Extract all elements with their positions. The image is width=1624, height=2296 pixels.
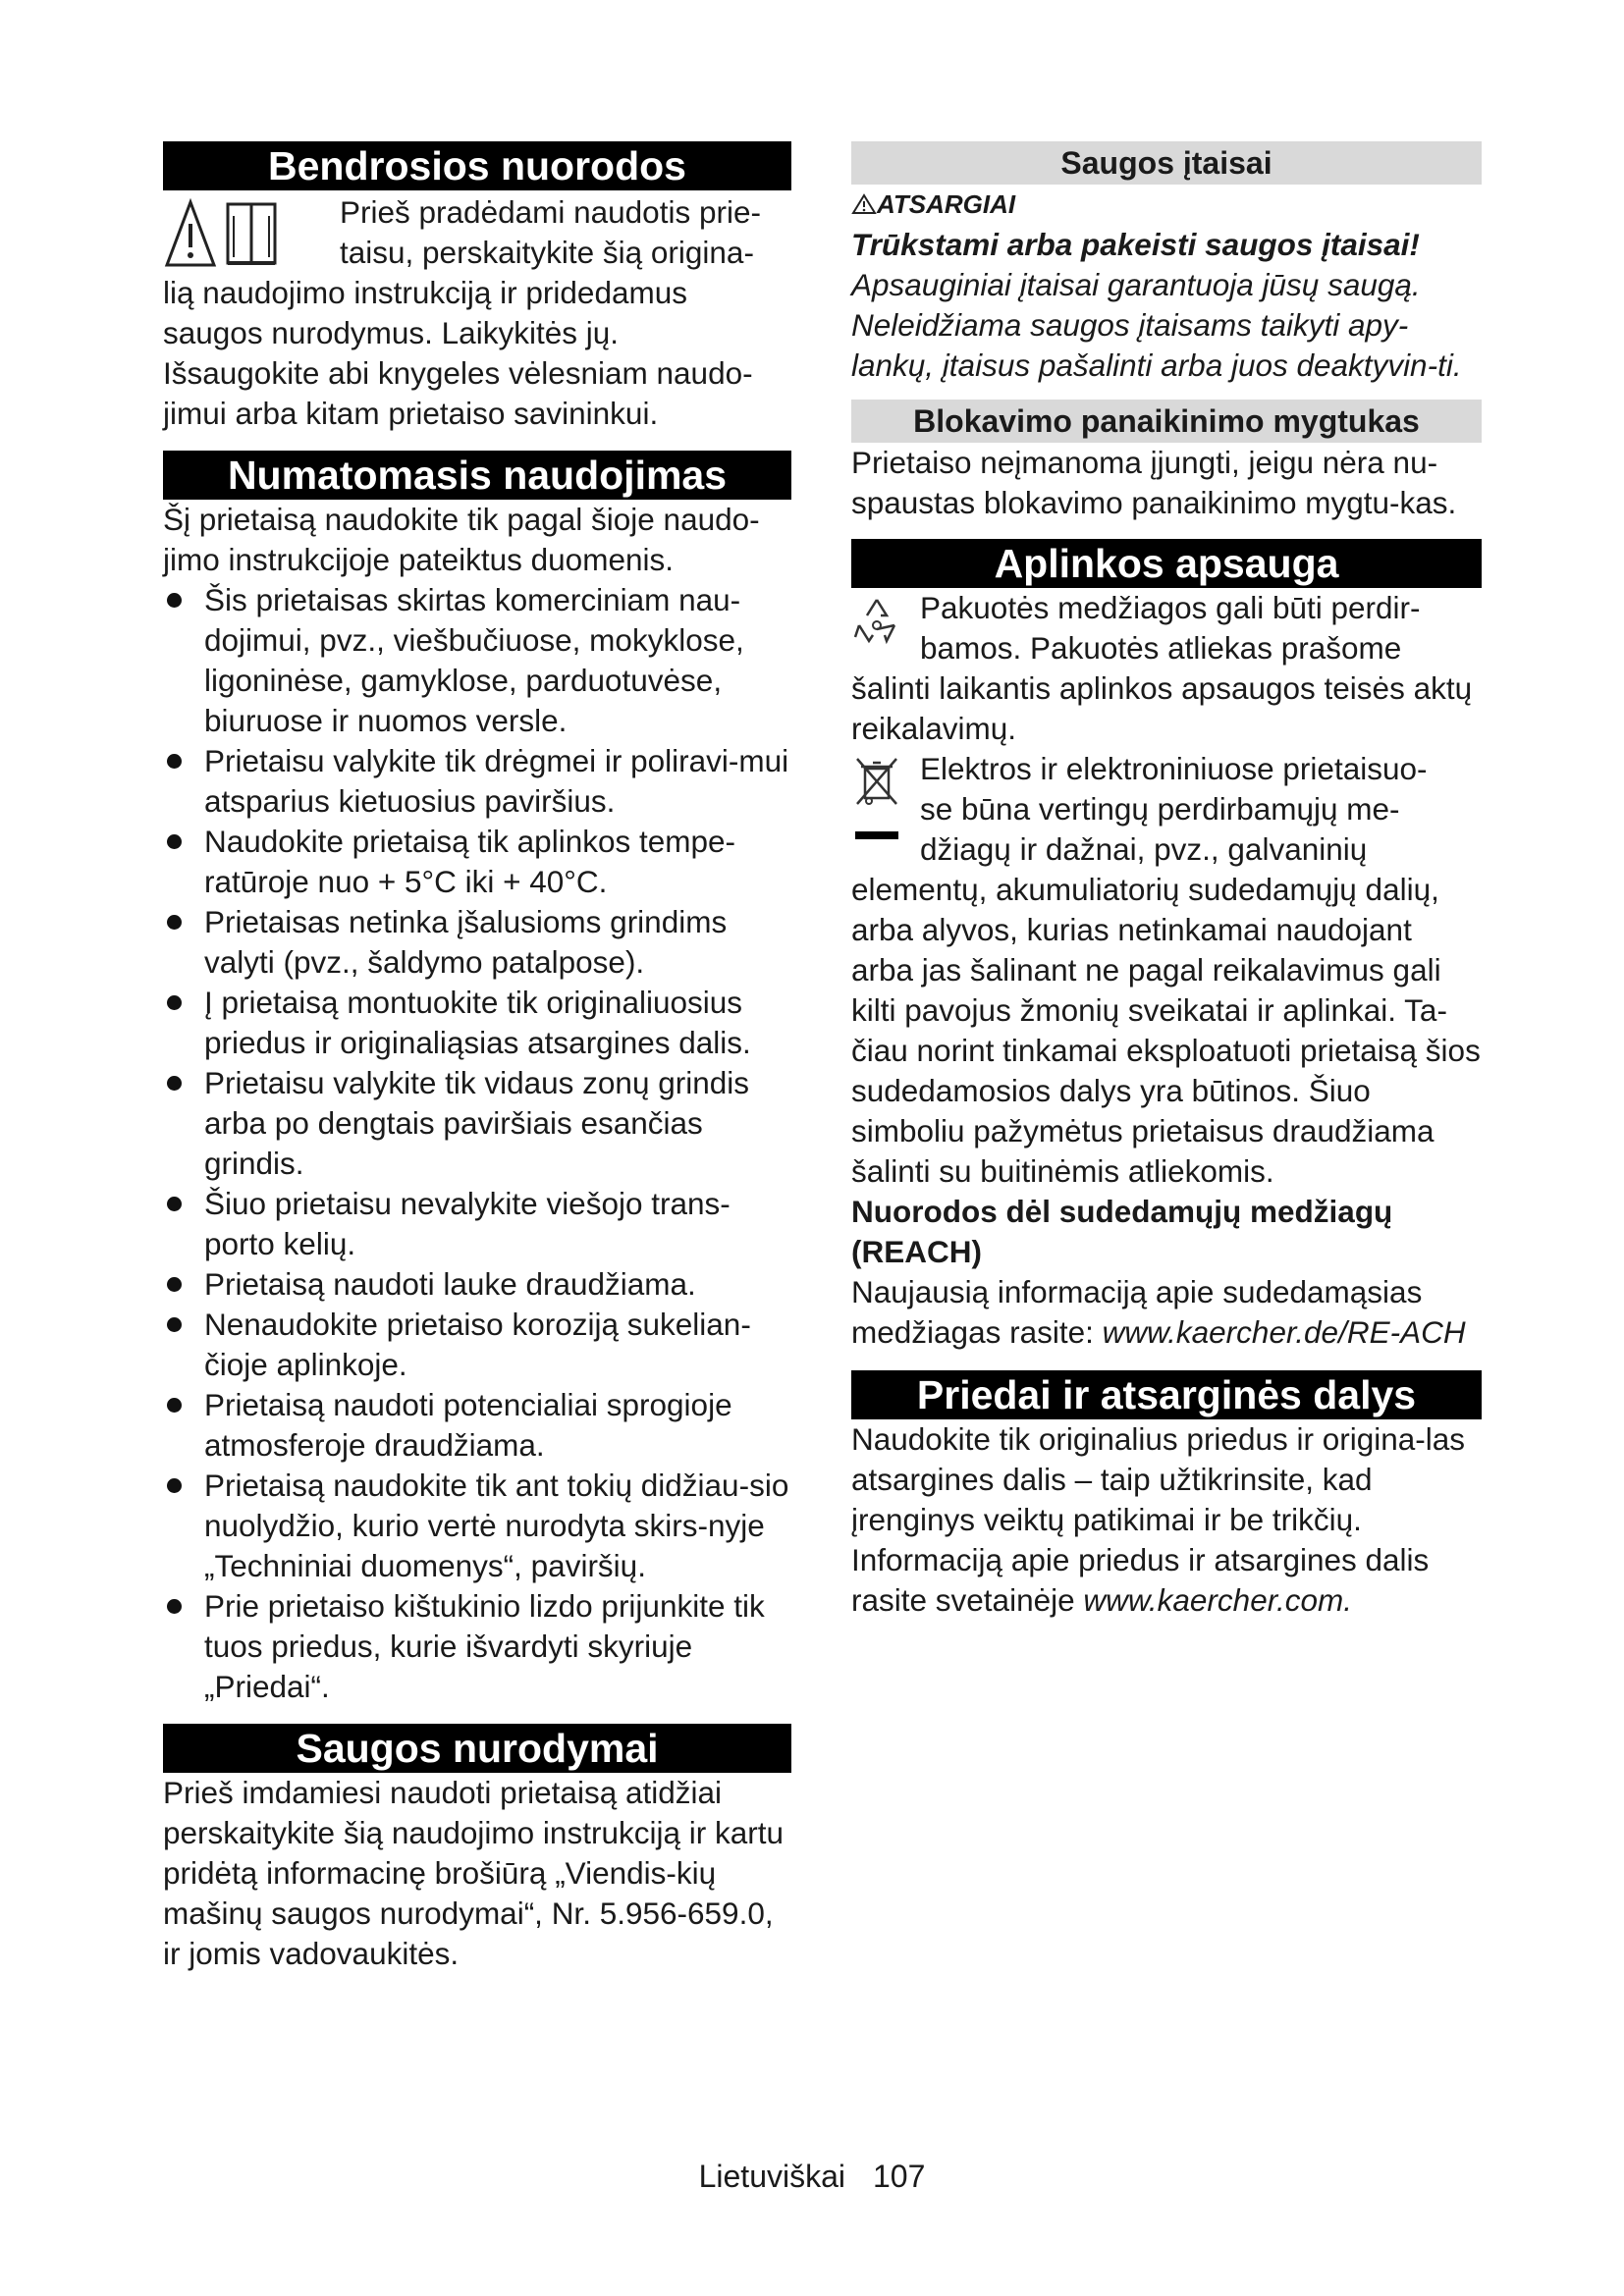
list-item: Prietaisu valykite tik vidaus zonų grindis arba po dengtais paviršiais esančias grindis. xyxy=(163,1063,791,1184)
bullet-icon xyxy=(167,593,182,608)
caution-text: Apsauginiai įtaisai garantuoja jūsų saugą. Neleidžiama saugos įtaisams taikyti apy-lankų, įtaisus pašalinti arba juos deaktyvin-ti. xyxy=(851,267,1462,383)
accessories-text: Naudokite tik originalius priedus ir origina-las atsargines dalis – taip užtikrinsite, kad įrenginys veiktų patikimai ir be trikčių. Informaciją apie priedus ir atsargines dalis rasite svetainėje www.kaercher.com. xyxy=(851,1421,1466,1618)
unlock-button-text: Prietaiso neįmanoma įjungti, jeigu nėra nu-spaustas blokavimo panaikinimo mygtu-kas. xyxy=(851,445,1457,520)
general-notes-block xyxy=(163,192,791,434)
bullet-icon xyxy=(167,754,182,769)
section-heading-unlock-button: Blokavimo panaikinimo mygtukas xyxy=(851,400,1482,443)
bullet-icon xyxy=(167,1317,182,1332)
bullet-icon xyxy=(167,834,182,849)
section-heading-safety-devices: Saugos įtaisai xyxy=(851,141,1482,185)
reach-text: Naujausią informaciją apie sudedamąsias medžiagas rasite: www.kaercher.de/RE-ACH xyxy=(851,1274,1466,1350)
left-column xyxy=(163,141,791,1974)
caution-triangle-icon xyxy=(851,193,877,215)
list-item: Prietaisu valykite tik drėgmei ir poliravi-mui atsparius kietuosius paviršius. xyxy=(163,741,791,822)
section-heading-environment: Aplinkos apsauga xyxy=(851,539,1482,588)
crossed-bin-icon xyxy=(851,753,902,856)
recycle-text: šalinti laikantis aplinkos apsaugos teisės aktų reikalavimų. xyxy=(851,670,1473,746)
bullet-icon xyxy=(167,1478,182,1493)
weee-line-1: Elektros ir elektroniniuose prietaisuo- xyxy=(920,751,1428,786)
accessories-link[interactable]: www.kaercher.com. xyxy=(1083,1582,1353,1618)
section-heading-accessories: Priedai ir atsarginės dalys xyxy=(851,1370,1482,1419)
bullet-icon xyxy=(167,995,182,1010)
list-item: Prietaisas netinka įšalusioms grindims valyti (pvz., šaldymo patalpose). xyxy=(163,902,791,983)
recycle-line-1: Pakuotės medžiagos gali būti perdir- xyxy=(920,590,1421,625)
recycle-line-2: bamos. Pakuotės atliekas prašome xyxy=(920,630,1402,666)
general-text: lią naudojimo instrukciją ir pridedamus saugos nurodymus. Laikykitės jų. xyxy=(163,275,687,350)
list-item: Prietaisą naudoti lauke draudžiama. xyxy=(163,1264,791,1305)
list-item: Prie prietaiso kištukinio lizdo prijunkite tik tuos priedus, kurie išvardyti skyriuje „Priedai“. xyxy=(163,1586,791,1707)
section-heading-safety: Saugos nurodymai xyxy=(163,1724,791,1773)
bullet-icon xyxy=(167,1599,182,1614)
warning-manual-icons xyxy=(163,196,281,276)
list-item: Prietaisą naudokite tik ant tokių didžiau-sio nuolydžio, kurio vertė nurodyta skirs-nyje „Techniniai duomenys“, paviršių. xyxy=(163,1466,791,1586)
bullet-icon xyxy=(167,1277,182,1292)
reach-link[interactable]: www.kaercher.de/RE-ACH xyxy=(1102,1314,1466,1350)
general-line-2: taisu, perskaitykite šią origina- xyxy=(340,235,754,270)
section-heading-general: Bendrosios nuorodos xyxy=(163,141,791,190)
list-item: Prietaisą naudoti potencialiai sprogioje atmosferoje draudžiama. xyxy=(163,1385,791,1466)
caution-label: ATSARGIAI xyxy=(851,185,1482,225)
list-item: Naudokite prietaisą tik aplinkos tempe-ratūroje nuo + 5°C iki + 40°C. xyxy=(163,822,791,902)
weee-text: elementų, akumuliatorių sudedamųjų dalių, arba alyvos, kurias netinkamai naudojant arba jas šalinant ne pagal reikalavimus gali kilti pavojus žmonių sveikatai ir aplinkai. Ta-čiau norint tinkamai eksploatuoti prietaisą šios sudedamosios dalys yra būtinos. Šiuo simboliu pažymėtus prietaisus draudžiama šalinti su buitinėmis atliekomis. xyxy=(851,872,1481,1189)
bullet-icon xyxy=(167,1076,182,1091)
reach-heading: Nuorodos dėl sudedamųjų medžiagų (REACH) xyxy=(851,1194,1393,1269)
weee-block xyxy=(851,749,1482,1192)
caution-title: Trūkstami arba pakeisti saugos įtaisai! xyxy=(851,227,1420,262)
recycling-block xyxy=(851,588,1482,749)
section-heading-intended-use: Numatomasis naudojimas xyxy=(163,451,791,500)
page-footer xyxy=(0,2157,1624,2196)
list-item: Į prietaisą montuokite tik originaliuosius priedus ir originaliąsias atsargines dalis. xyxy=(163,983,791,1063)
list-item: Šiuo prietaisu nevalykite viešojo trans-porto kelių. xyxy=(163,1184,791,1264)
list-item: Nenaudokite prietaiso koroziją sukelian-čioje aplinkoje. xyxy=(163,1305,791,1385)
bullet-icon xyxy=(167,1197,182,1211)
weee-line-3: džiagų ir dažnai, pvz., galvaninių xyxy=(920,831,1368,867)
manual-book-icon xyxy=(228,204,275,263)
general-text-2: Išsaugokite abi knygeles vėlesniam naudo-jimui arba kitam prietaiso savininkui. xyxy=(163,355,753,431)
bullet-icon xyxy=(167,915,182,930)
general-line-1: Prieš pradėdami naudotis prie- xyxy=(340,194,761,230)
weee-line-2: se būna vertingų perdirbamųjų me- xyxy=(920,791,1400,827)
intended-use-intro: Šį prietaisą naudokite tik pagal šioje naudo-jimo instrukcijoje pateiktus duomenis. xyxy=(163,502,760,577)
page-number: 107 xyxy=(873,2159,926,2194)
bullet-icon xyxy=(167,1398,182,1413)
list-item: Šis prietaisas skirtas komerciniam nau-dojimui, pvz., viešbučiuose, mokyklose, ligoninėse, gamyklose, parduotuvėse, biuruose ir nuomos versle. xyxy=(163,580,791,741)
warning-triangle-icon xyxy=(167,202,214,265)
footer-language: Lietuviškai xyxy=(698,2159,845,2194)
right-column xyxy=(851,141,1482,1621)
safety-text: Prieš imdamiesi naudoti prietaisą atidžiai perskaitykite šią naudojimo instrukciją ir kartu pridėtą informacinę brošiūrą „Viendis-kių mašinų saugos nurodymai“, Nr. 5.956-659.0, ir jomis vadovaukitės. xyxy=(163,1775,784,1971)
recycle-icon xyxy=(851,596,902,656)
intended-use-list xyxy=(163,580,791,1707)
